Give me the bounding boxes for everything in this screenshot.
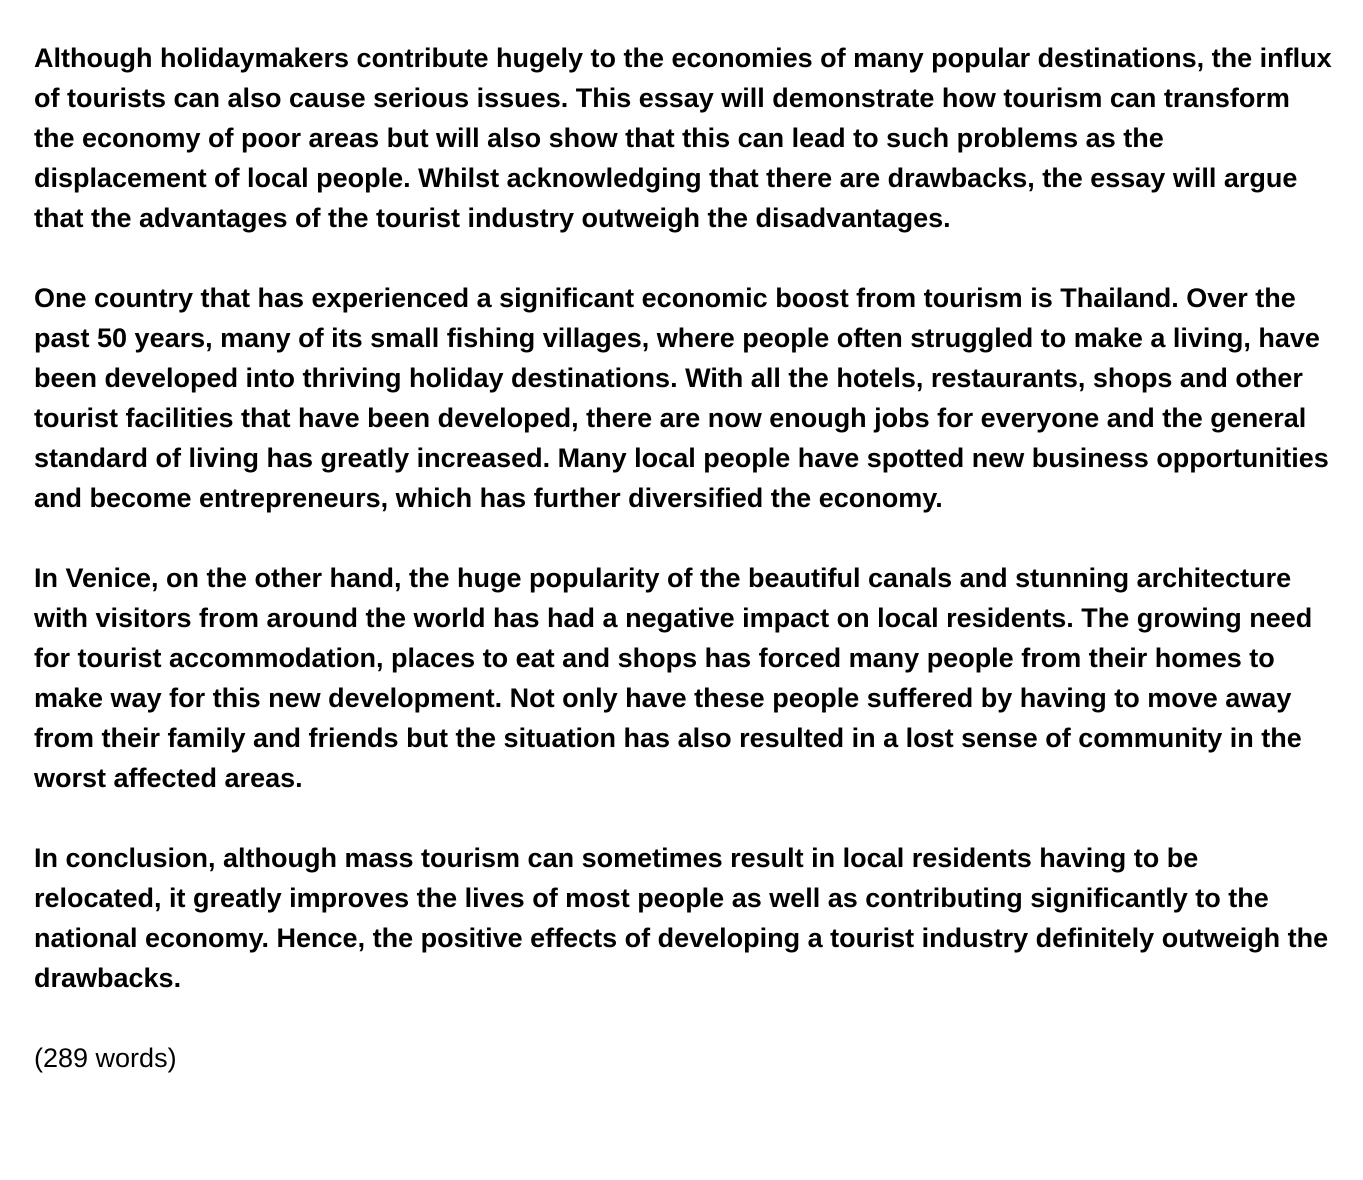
essay-paragraph-body-2: In Venice, on the other hand, the huge popularity of the beautiful canals and stunning architecture with visitors from around the world has had a negative impact on local residents. The growing need for tourist accommodation, places to eat and shops has forced many people from their homes to make way for this new development. Not only have these people suffered by having to move away from their family and friends but the situation has also resulted in a lost sense of community in the worst affected areas. [34,563,1313,793]
essay-paragraph-introduction: Although holidaymakers contribute hugely to the economies of many popular destinations, the influx of tourists can also cause serious issues. This essay will demonstrate how tourism can transform the economy of poor areas but will also show that this can lead to such problems as the displacement of local people. Whilst acknowledging that there are drawbacks, the essay will argue that the advantages of the tourist industry outweigh the disadvantages. [34,43,1332,233]
essay-paragraph-conclusion: In conclusion, although mass tourism can sometimes result in local residents having to be relocated, it greatly improves the lives of most people as well as contributing significantly to the national economy. Hence, the positive effects of developing a tourist industry definitely outweigh the drawbacks. [34,843,1329,993]
essay-paragraph-body-1: One country that has experienced a significant economic boost from tourism is Thailand. Over the past 50 years, many of its small fishing villages, where people often struggled to make a living, have been developed into thriving holiday destinations. With all the hotels, restaurants, shops and other tourist facilities that have been developed, there are now enough jobs for everyone and the general standard of living has greatly increased. Many local people have spotted new business opportunities and become entrepreneurs, which has further diversified the economy. [34,283,1329,513]
word-count-note: (289 words) [34,1043,177,1073]
